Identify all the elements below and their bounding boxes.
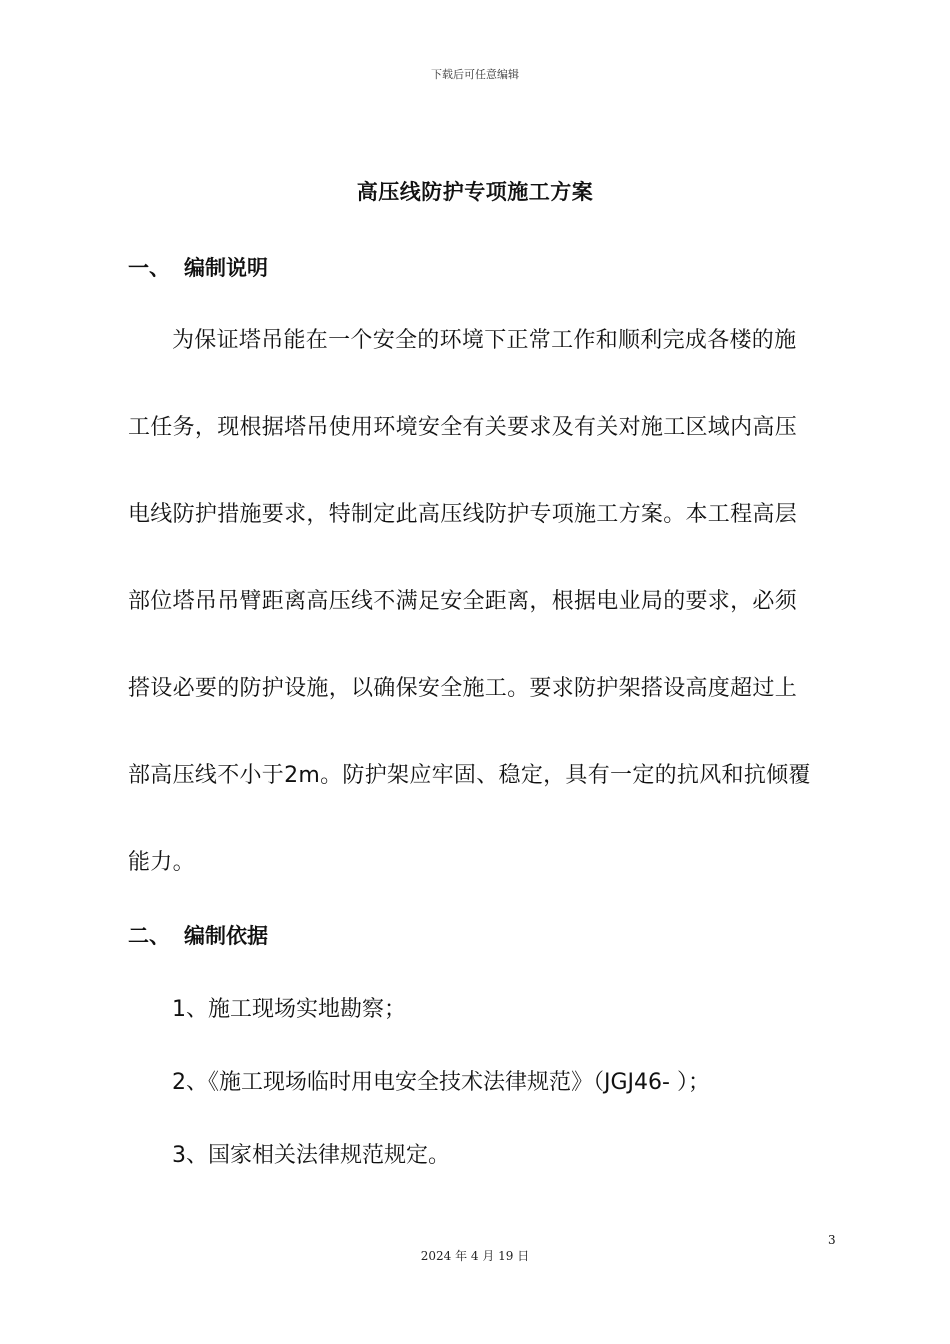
paragraph-line: 部高压线不小于2m。防护架应牢固、稳定，具有一定的抗风和抗倾覆 [128,763,811,788]
document-title: 高压线防护专项施工方案 [356,180,594,204]
section-number: 一、 [128,256,170,280]
list-item: 1、施工现场实地勘察； [172,997,406,1022]
paragraph-line: 搭设必要的防护设施，以确保安全施工。要求防护架搭设高度超过上 [128,676,798,701]
page-number: 3 [828,1233,836,1247]
section-heading-2 [128,920,268,950]
paragraph-line: 工任务，现根据塔吊使用环境安全有关要求及有关对施工区域内高压 [128,415,798,440]
section-number: 二、 [128,924,170,948]
section-title: 编制说明 [184,256,268,280]
paragraph-line: 能力。 [128,850,195,875]
footer-date: 2024 年 4 月 19 日 [420,1249,530,1263]
section-title: 编制依据 [184,924,268,948]
list-item: 2、《施工现场临时用电安全技术法律规范》（JGJ46- ）； [172,1070,710,1095]
paragraph-line: 电线防护措施要求，特制定此高压线防护专项施工方案。本工程高层 [128,502,798,527]
list-item: 3、国家相关法律规范规定。 [172,1143,450,1168]
paragraph-line: 为保证塔吊能在一个安全的环境下正常工作和顺利完成各楼的施 [172,328,797,353]
header-note: 下载后可任意编辑 [431,68,519,81]
paragraph-line: 部位塔吊吊臂距离高压线不满足安全距离，根据电业局的要求，必须 [128,589,798,614]
section-heading-1 [128,252,268,282]
